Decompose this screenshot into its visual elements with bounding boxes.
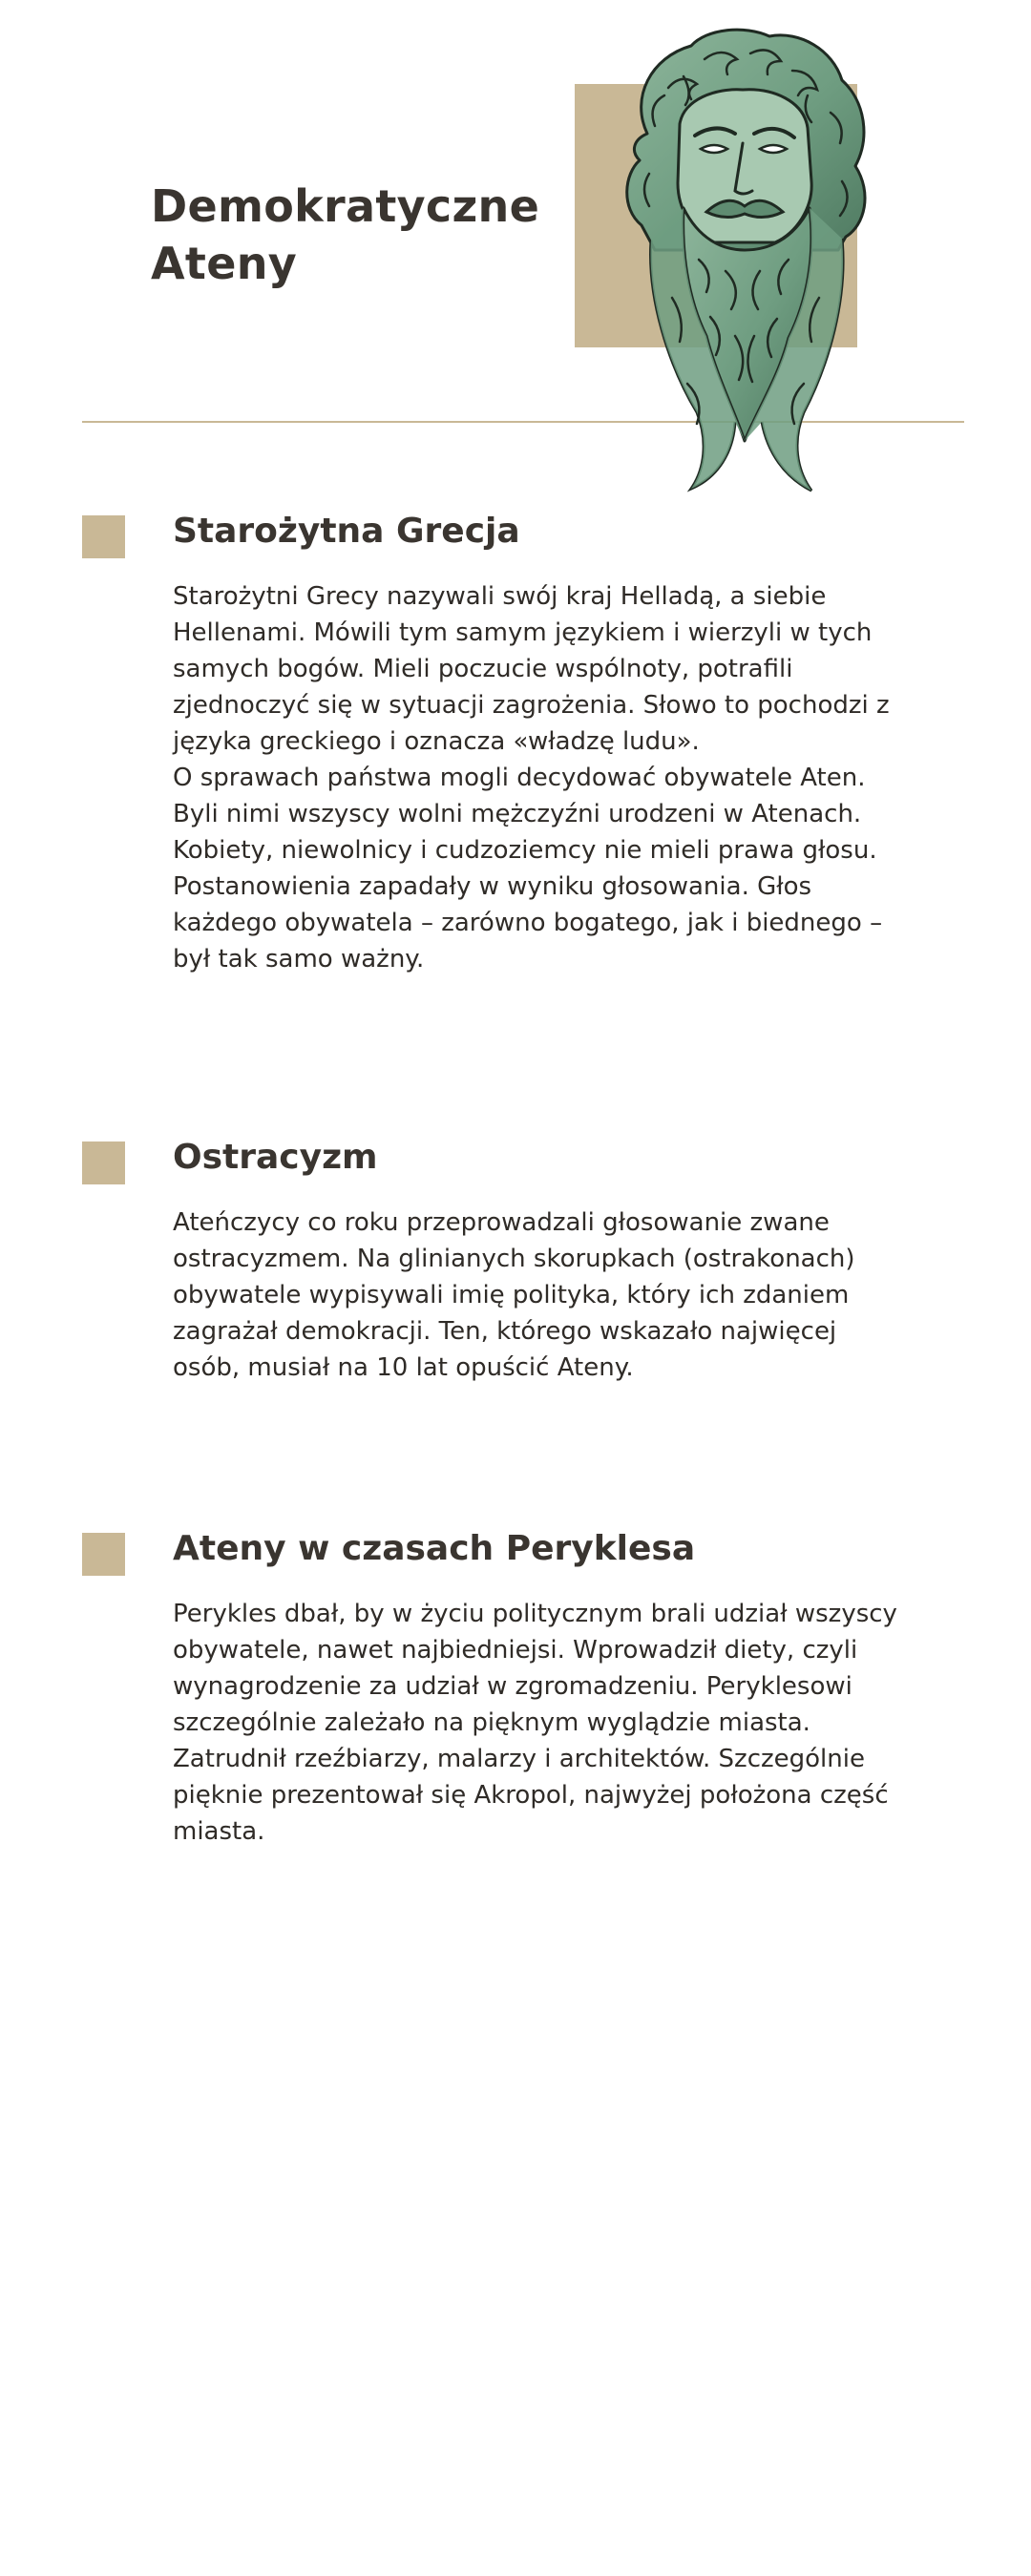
page-title [151,178,571,292]
section-marker [82,1141,125,1184]
paragraph: Starożytni Grecy nazywali swój kraj Helladą, a siebie Hellenami. Mówili tym samym językiem i wierzyli w tych samych bogów. Mieli poczucie wspólnoty, potrafili zjednoczyć się w sytuacji zagrożenia. Słowo to pochodzi z języka greckiego i oznacza «władzę ludu». [173,582,890,756]
section-heading: Ostracyzm [173,1138,378,1177]
section-heading: Ateny w czasach Peryklesa [173,1529,696,1568]
section-heading: Starożytna Grecja [173,512,520,551]
greek-bust-icon [592,21,888,517]
section-body [173,1596,898,1850]
paragraph: Perykles dbał, by w życiu politycznym brali udział wszyscy obywatele, nawet najbiedniejsi. Wprowadził diety, czyli wynagrodzenie za udział w zgromadzeniu. Peryklesowi szczególnie zależało na pięknym wyglądzie miasta. Zatrudnił rzeźbiarzy, malarzy i architektów. Szczególnie pięknie prezentował się Akropol, najwyżej położona część miasta. [173,1600,897,1846]
section-body [173,578,898,977]
section-marker [82,515,125,558]
section-body [173,1204,898,1386]
paragraph: O sprawach państwa mogli decydować obywatele Aten. Byli nimi wszyscy wolni mężczyźni urodzeni w Atenach. Kobiety, niewolnicy i cudzoziemcy nie mieli prawa głosu. Postanowienia zapadały w wyniku głosowania. Głos każdego obywatela – zarówno bogatego, jak i biednego – był tak samo ważny. [173,764,883,974]
title-line-1: Demokratyczne [151,180,540,232]
section-marker [82,1533,125,1576]
paragraph: Ateńczycy co roku przeprowadzali głosowanie zwane ostracyzmem. Na glinianych skorupkach (ostrakonach) obywatele wypisywali imię polityka, który ich zdaniem zagrażał demokracji. Ten, którego wskazało najwięcej osób, musiał na 10 lat opuścić Ateny. [173,1208,855,1382]
title-line-2: Ateny [151,238,298,289]
